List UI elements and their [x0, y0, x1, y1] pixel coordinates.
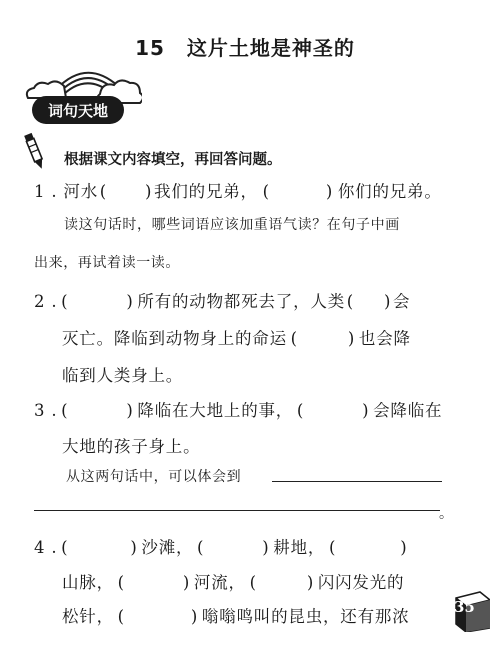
instruction-text: 根据课文内容填空，再回答问题。 — [64, 152, 282, 168]
q1-text-a: 1 . 河水 — [34, 182, 99, 201]
q4-blank-6[interactable]: ( ) — [117, 607, 199, 626]
q3-text-b: 降临在大地上的事， — [137, 401, 294, 420]
section-badge — [22, 58, 142, 128]
q4-blank-4[interactable]: ( ) — [117, 573, 191, 592]
q1-sub-line-1: 读这句话时，哪些词语应该加重语气读？在句子中画 — [64, 217, 400, 233]
q2-text-a: 2 . — [34, 292, 58, 311]
q1-blank-1[interactable]: ( ) — [99, 182, 153, 201]
q3-answer-blank-2[interactable] — [34, 510, 440, 511]
q4-text-a: 4 . — [34, 538, 58, 557]
q3-text-a: 3 . — [34, 401, 58, 420]
q2-text-e: 也会降 — [358, 329, 411, 348]
lesson-number: 15 — [135, 36, 165, 60]
q2-blank-1[interactable]: ( ) — [61, 292, 134, 311]
q2-line-3: 临到人类身上。 — [62, 366, 184, 385]
q4-text-e: 河流， — [193, 573, 246, 592]
q4-line-2 — [62, 569, 404, 593]
q3-line-1 — [34, 397, 442, 421]
page-number: 35 — [454, 598, 475, 616]
q3-text-c: 会降临在 — [373, 401, 443, 420]
q2-text-d: 灭亡。降临到动物身上的命运 — [62, 329, 287, 348]
q3-blank-2[interactable]: ( ) — [296, 401, 370, 420]
q2-line-1 — [34, 288, 410, 312]
q4-line-1 — [34, 534, 411, 558]
q1-line-1 — [34, 178, 442, 202]
q4-text-f: 闪闪发光的 — [317, 573, 405, 592]
q2-line-2 — [62, 325, 411, 349]
q4-blank-5[interactable]: ( ) — [249, 573, 315, 592]
q4-text-b: 沙滩， — [141, 538, 194, 557]
q4-blank-1[interactable]: ( ) — [61, 538, 138, 557]
lesson-title: 这片土地是神圣的 — [186, 36, 355, 60]
q4-text-h: 嗡嗡鸣叫的昆虫，还有那浓 — [201, 607, 410, 626]
q1-text-c: 你们的兄弟。 — [337, 182, 442, 201]
q4-blank-3[interactable]: ( ) — [328, 538, 408, 557]
q3-blank-1[interactable]: ( ) — [61, 401, 134, 420]
q2-text-c: 会 — [393, 292, 411, 311]
section-badge-label: 词句天地 — [47, 102, 109, 120]
page-title — [0, 32, 490, 61]
q4-text-g: 松针， — [62, 607, 114, 626]
pencil-icon — [24, 131, 46, 173]
q2-blank-2[interactable]: ( ) — [346, 292, 392, 311]
q3-line-2: 大地的孩子身上。 — [62, 437, 201, 456]
q3-sub-line: 从这两句话中，可以体会到 — [66, 469, 242, 485]
q1-blank-2[interactable]: ( ) — [262, 182, 334, 201]
q4-text-d: 山脉， — [62, 573, 114, 592]
q3-answer-blank-1[interactable] — [272, 481, 442, 482]
q4-line-3 — [62, 603, 410, 627]
q4-text-c: 耕地， — [273, 538, 326, 557]
q4-blank-2[interactable]: ( ) — [197, 538, 270, 557]
q3-end-mark: 。 — [439, 506, 453, 522]
q2-text-b: 所有的动物都死去了，人类 — [137, 292, 345, 311]
q2-blank-3[interactable]: ( ) — [290, 329, 356, 348]
q1-sub-line-2: 出来，再试着读一读。 — [34, 255, 180, 271]
q1-text-b: 我们的兄弟， — [154, 182, 258, 201]
